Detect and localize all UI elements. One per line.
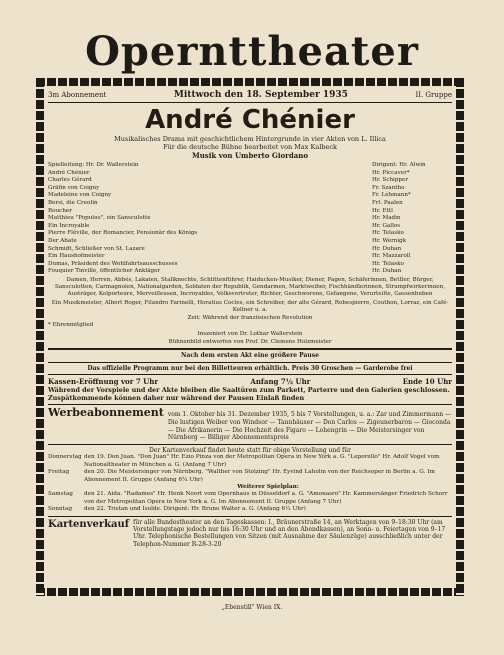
werbeabonnement-block	[48, 407, 452, 441]
cast-row	[48, 215, 452, 223]
cast-role: Bersi, die Creolin	[48, 199, 98, 206]
cast-singer: Hr. Duhan	[372, 268, 402, 275]
cast-role: Der Abate	[48, 237, 77, 244]
cast-row	[48, 177, 452, 185]
kartenverkauf-text: für alle Bundestheater an den Tageskassen: I., Bräunerstraße 14, an Werktagen von 9–18:30 Uhr (am Vorstellungstage jedoch nur bis 16:30 Uhr und an den Abendkassen), an Sonn- u. Feiertagen von 9–17 Uhr. Telephonische Bestellungen von Sitzen (mit Ausnahme der Säulenzüge) ausschließlich unter der Telephon-Nummer R-28-3-20	[133, 518, 446, 548]
schedule-day: Sonntag	[48, 506, 72, 513]
schedule-row	[48, 469, 452, 484]
cast-role: Schmidt, Schließer von St. Lazare	[48, 245, 145, 252]
divider	[48, 404, 452, 405]
cast-role: André Chénier	[48, 169, 90, 176]
schedule-text: den 20. Die Meistersinger von Nürnberg. "Walther von Stolzing" Hr. Eyvind Laholm von der Reichsoper in Berlin a. G. Im Abonnement II. Gruppe (Anfang 6¼ Uhr)	[84, 469, 435, 483]
cast-row	[48, 268, 452, 276]
cast-role: Dumas, Präsident des Wohlfahrtsausschusses	[48, 260, 178, 267]
schedule-day: Donnerstag	[48, 454, 82, 461]
schedule-row	[48, 484, 452, 491]
gruppe-label: II. Gruppe	[415, 91, 452, 99]
cast-singer: Hr. Telasko	[372, 260, 404, 267]
cast-singer: Hr. Schipper	[372, 177, 408, 184]
ehrenmitglied-note: * Ehrenmitglied	[48, 322, 94, 329]
schedule-text: den 19. Don Juan. "Don Juan" Hr. Ezio Pinza von der Metropolitan Opera in New York a. G. "Leporello" Hr. Adolf Vogel vom Nationaltheater in München a. G. (Anfang 7 Uhr)	[84, 454, 440, 468]
divider	[48, 444, 452, 445]
cast-row	[48, 253, 452, 261]
ensemble-text: Damen, Herren, Abbés, Lakaien, Stallknechte, Schlittenführer, Haiducken-Musiker, Diener, Pagen, Schäferinnen, Bettler, Bürger, Sansculotten, Carmagnolen, Nationalgarden, Soldaten der Republik, Gendarmen, Marktweiber, Fischhändlerinnen, Strumpfwirkerinnen, Austräger, Kolporteure, Merveilleusen, Incroyables, Volksvertreter, Richter, Geschworene, Gefangene, Verurteilte, Gassenbuben	[55, 276, 445, 298]
cast-singer: Hr. Telasko	[372, 230, 404, 237]
cast-singer: Hr. Duhan	[372, 245, 402, 252]
anfang-time: Anfang 7½ Uhr	[250, 377, 311, 387]
ende-time: Ende 10 Uhr	[402, 377, 452, 387]
cast-singer: Hr. Madin	[372, 215, 401, 222]
zeit-text: Zeit: Während der französischen Revolution	[187, 314, 313, 321]
kartenverkauf-note: Der Kartenverkauf findet heute statt für obige Vorstellung und für	[148, 446, 351, 454]
cast-row	[48, 185, 452, 193]
playbill-content	[48, 90, 452, 584]
schedule-text: den 22. Tristan und Isolde. Dirigent: Hr. Bruno Walter a. G. (Anfang 6¼ Uhr)	[84, 506, 306, 513]
cast-singer: Fr. Szantho	[372, 184, 405, 191]
doors-notice: Während der Vorspiele und der Akte bleiben die Saaltüren zum Parkett, Parterre und den Galerien geschlossen. Zuspätkommende können daher nur während der Pausen Einlaß finden	[48, 386, 450, 403]
cast-singer: Fr. Lehmann*	[372, 192, 411, 199]
performance-date: Mittwoch den 18. September 1935	[173, 90, 348, 100]
cast-role: Madeleine von Coigny	[48, 192, 112, 199]
border-bottom	[36, 588, 464, 596]
opera-composer: Musik von Umberto Giordano	[191, 151, 309, 160]
cast-role: Ein Incroyable	[48, 222, 90, 229]
schedule-text: den 21. Aida. "Radames" Hr. Henk Noort vom Opernhaus in Düsseldorf a. G. "Amonasro" Hr. Kammersänger Friedrich Schorr von der Metropolitan Opera in New York a. G. Im Abonnement II. Gruppe (Anfang 7 Uhr)	[84, 491, 448, 505]
divider	[48, 516, 452, 517]
cast-singer: Hr. Wernigk	[372, 237, 407, 244]
cast-role: Pierre Fléville, der Romancier, Pensionär des Königs	[48, 230, 198, 237]
border-left	[36, 78, 44, 596]
cast-singer: Hr. Gallos	[372, 222, 401, 229]
abonnement-label: 3m Abonnement	[48, 91, 107, 99]
border-top	[36, 78, 464, 86]
playbill-frame	[36, 78, 464, 598]
theater-title: Opernttheater	[85, 28, 419, 75]
spielleitung: Spielleitung: Hr. Dr. Wallerstein	[48, 162, 139, 168]
cast-singer: Hr. Mazzaroll	[372, 253, 411, 260]
werbeabonnement-text: vom 1. Oktober bis 31. Dezember 1935, 5 bis 7 Vorstellungen, u. a.: Zar und Zimmermann — Die lustigen Weiber von Windsor — Tannhäuser — Don Carlos — Zigeunerbaron — Gioconda — Die Afrikanerin — Die Hochzeit des Figaro — Lohengrin — Die Meistersinger von Nürnberg — Billiger Abonnementspreis	[167, 411, 452, 442]
times-row	[48, 377, 452, 386]
schedule-day	[48, 484, 84, 491]
cast-role: Gräfin von Coigny	[48, 184, 100, 191]
schedule-list	[48, 454, 452, 513]
inszenierung: Inszeniert von Dr. Lothar Wallerstein	[197, 330, 303, 337]
cast-role: Roucher	[48, 207, 72, 214]
credits-row	[48, 322, 452, 330]
buehnenbild: Bühnenbild entworfen von Prof. Dr. Clemens Holzmeister	[168, 338, 332, 345]
schedule-row	[48, 454, 452, 469]
cast-row	[48, 200, 452, 208]
direction-row	[48, 162, 452, 170]
cast-singer: Hr. Piccaver*	[372, 169, 410, 176]
cast-row	[48, 246, 452, 254]
cast-role: Matthieu "Populus", ein Sansculotte	[48, 215, 151, 222]
cast-singer: Hr. Ettl	[372, 207, 393, 214]
cast-row	[48, 208, 452, 216]
programm-notice: Das offizielle Programm nur bei den Billetteuren erhältlich. Preis 30 Groschen — Garderobe frei	[87, 364, 413, 372]
cast-role: Charles Gérard	[48, 177, 92, 184]
opera-title: André Chénier	[145, 105, 355, 135]
cast-row	[48, 238, 452, 246]
werbeabonnement-heading: Werbeabonnement	[48, 406, 164, 420]
opera-description: Musikalisches Drama mit geschichtlichem Hintergrunde in vier Akten von L. Illica	[114, 135, 386, 143]
divider	[48, 102, 452, 103]
cast-singer: Frl. Paalen	[372, 199, 403, 206]
header-row	[48, 90, 452, 100]
divider	[48, 374, 452, 375]
dirigent: Dirigent: Hr. Alwin	[372, 162, 426, 168]
printer-footer: „Ebenstill" Wien IX.	[221, 604, 283, 611]
schedule-text: Weiterer Spielplan:	[237, 483, 299, 490]
kartenverkauf-heading: Kartenverkauf	[48, 518, 130, 530]
divider	[48, 362, 452, 363]
schedule-row	[48, 491, 452, 506]
opera-adaptation: Für die deutsche Bühne bearbeitet von Max Kalbeck	[163, 143, 337, 151]
schedule-day: Freitag	[48, 469, 70, 476]
cast-row	[48, 170, 452, 178]
cast-list	[48, 170, 452, 276]
cast-row	[48, 261, 452, 269]
kartenverkauf-block	[48, 519, 452, 549]
border-right	[456, 78, 464, 596]
divider	[48, 348, 452, 350]
kassen-eroeffnung: Kassen-Eröffnung vor 7 Uhr	[48, 377, 159, 387]
cast-role: Fouquier Tinville, öffentlicher Ankläger	[48, 268, 161, 275]
schedule-day: Samstag	[48, 491, 73, 498]
schedule-row	[48, 506, 452, 513]
pause-notice: Nach dem ersten Akt eine größere Pause	[181, 352, 319, 360]
ensemble-text-2: Ein Musikmeister, Albert Roger, Filandro Farinelli, Horatius Cocles, ein Schreiber, der alte Gérard, Robespierre, Couthon, Lorraz, ein Café-Kellner u. a.	[51, 299, 449, 313]
cast-role: Ein Haushofmeister	[48, 253, 105, 260]
cast-row	[48, 230, 452, 238]
cast-row	[48, 192, 452, 200]
